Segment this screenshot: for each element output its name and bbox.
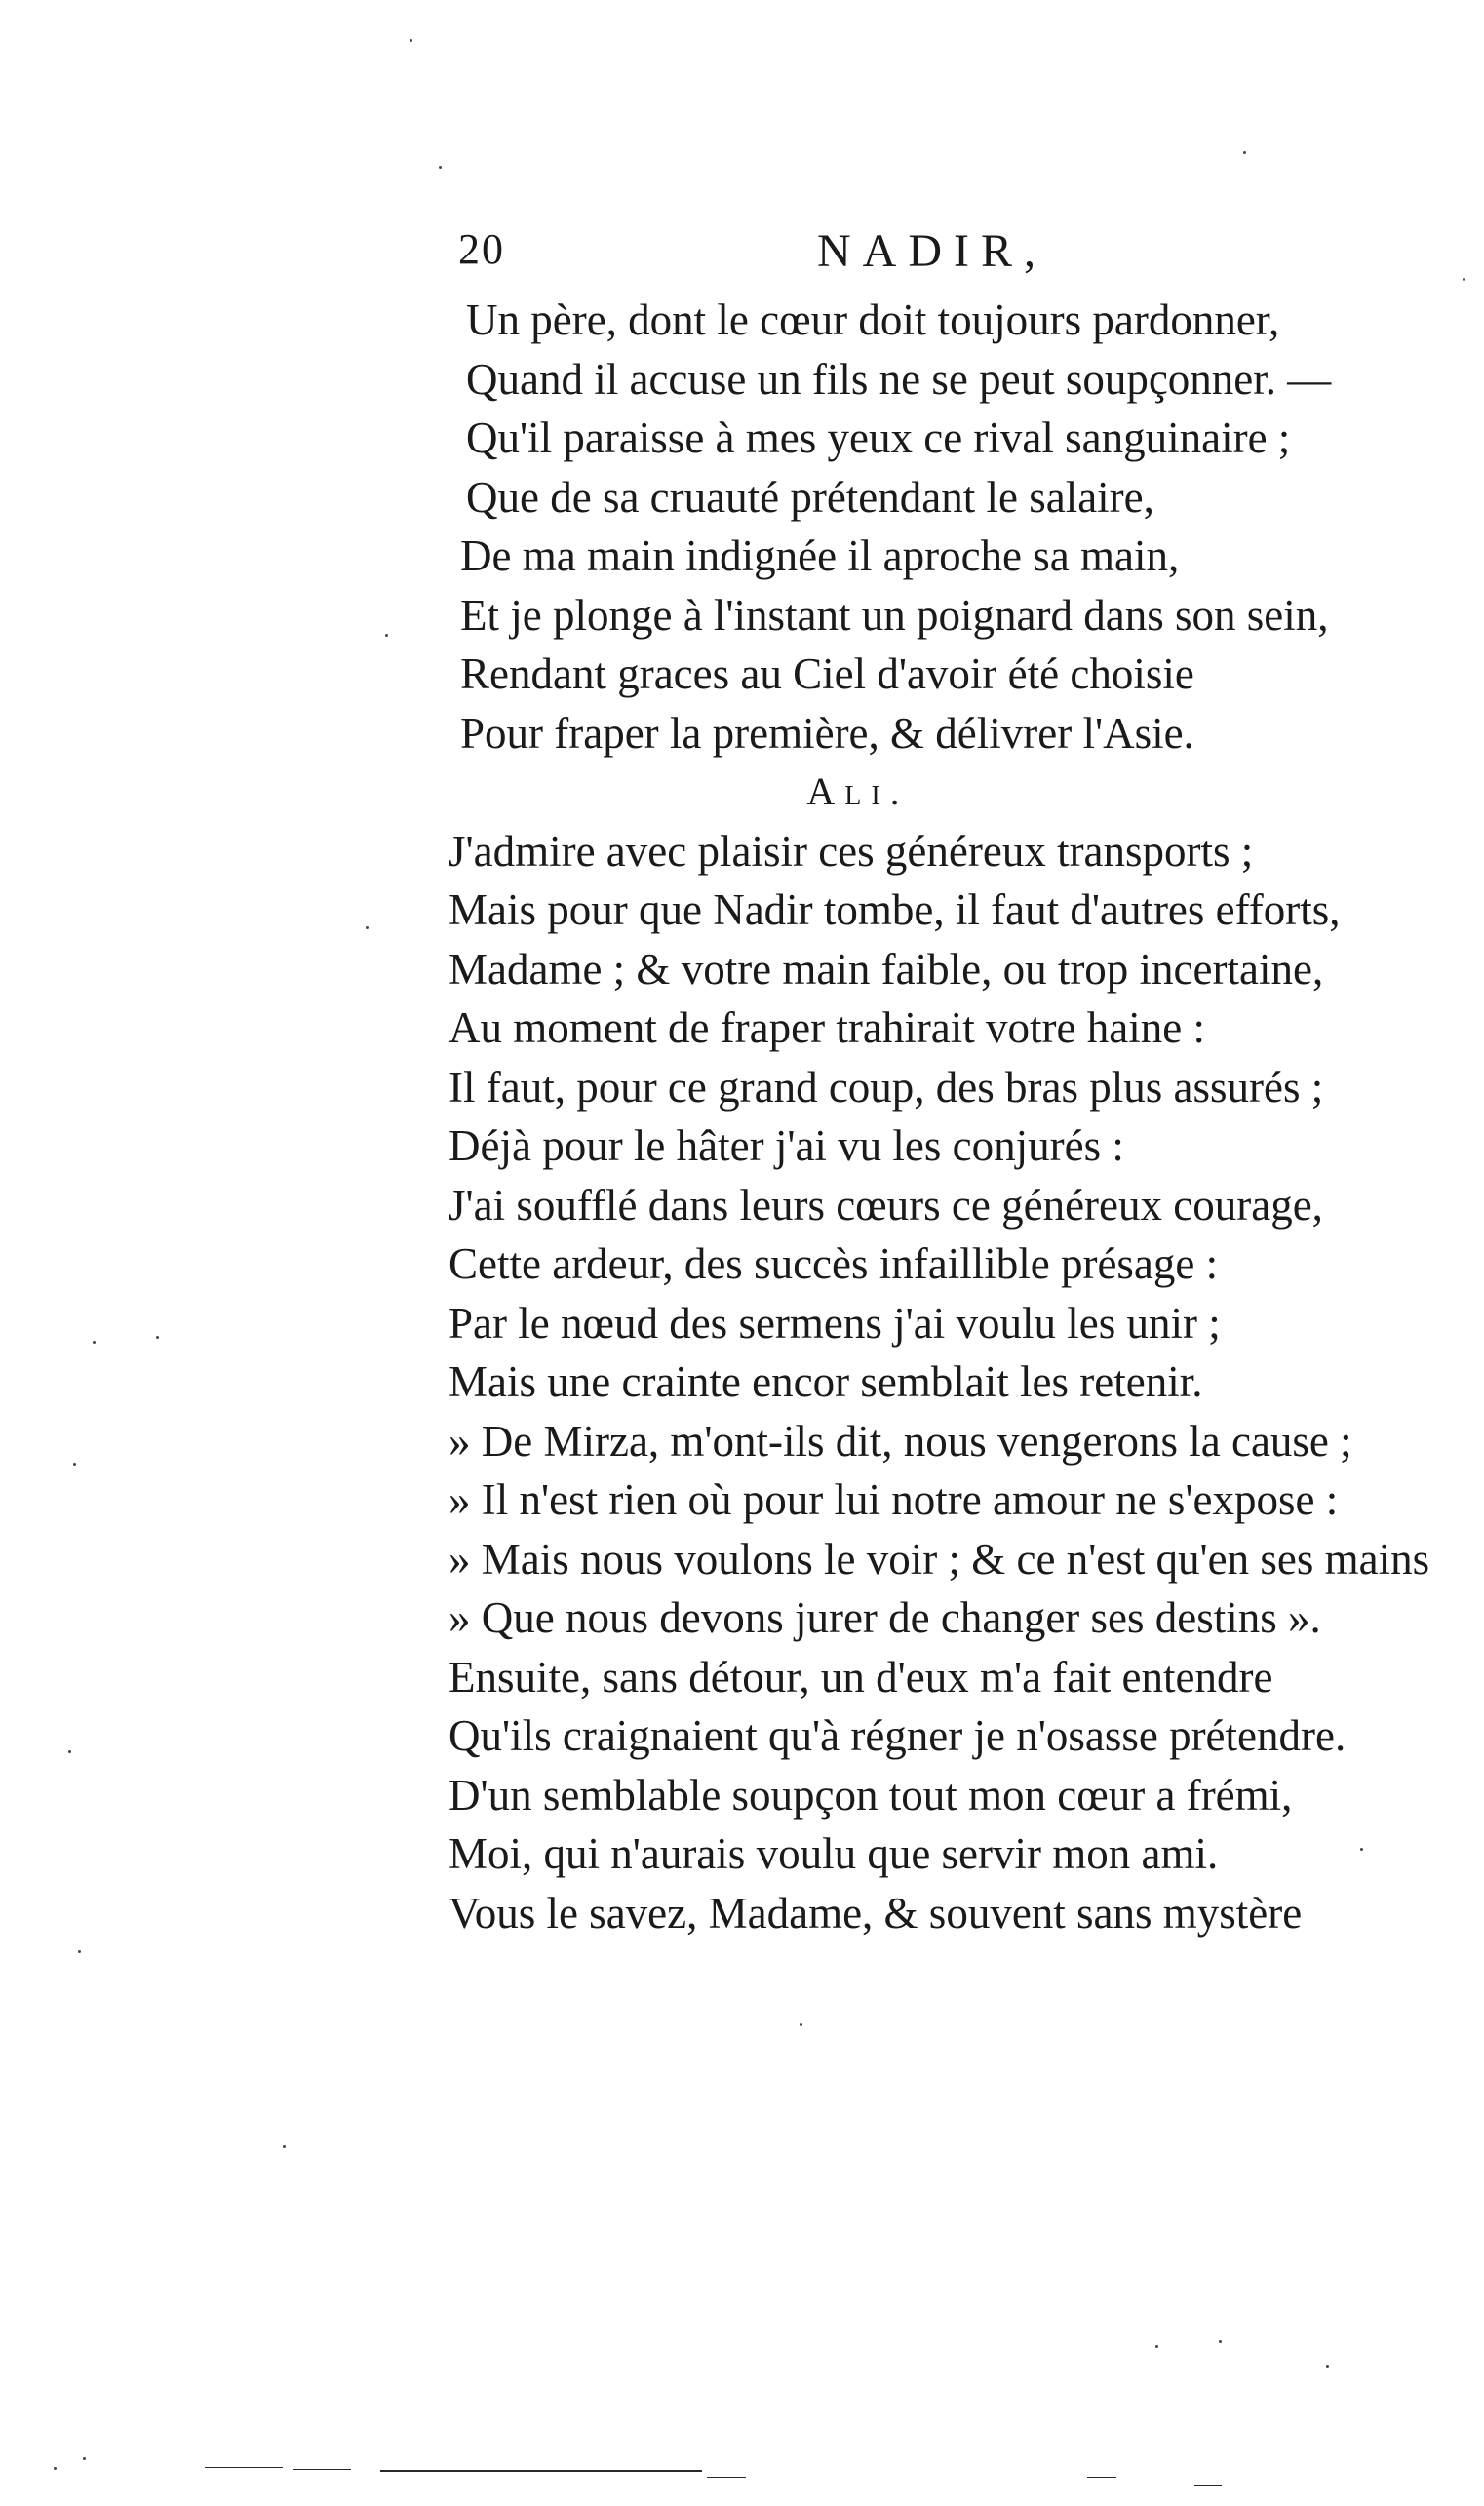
scan-speck <box>385 634 388 637</box>
scan-speck <box>1360 1848 1363 1851</box>
verse-line: Pour fraper la première, & délivrer l'Asie. <box>460 708 1194 758</box>
scan-speck <box>93 1341 96 1344</box>
verse-line: Qu'il paraisse à mes yeux ce rival sanguinaire ; <box>466 413 1291 462</box>
scan-artifact-rule <box>1087 2477 1116 2478</box>
scan-speck <box>73 1463 76 1466</box>
verse-line: Cette ardeur, des succès infaillible présage : <box>449 1239 1219 1288</box>
scan-artifact-rule <box>205 2467 283 2468</box>
scan-artifact-rule <box>707 2477 746 2478</box>
scan-speck <box>68 1750 71 1753</box>
verse-line: Rendant graces au Ciel d'avoir été choisie <box>460 649 1194 698</box>
page-header <box>458 224 1336 293</box>
verse-line: Au moment de fraper trahirait votre haine : <box>449 1003 1205 1052</box>
scan-speck <box>1243 151 1246 154</box>
quoted-verse-line: » Mais nous voulons le voir ; & ce n'est qu'en ses mains <box>449 1534 1430 1584</box>
verse-line: Il faut, pour ce grand coup, des bras plus assurés ; <box>449 1062 1324 1112</box>
verse-line: J'admire avec plaisir ces généreux transports ; <box>449 826 1254 876</box>
verse-line: De ma main indignée il aproche sa main, <box>460 531 1180 580</box>
verse-line: Qu'ils craignaient qu'à régner je n'osasse prétendre. <box>449 1711 1347 1760</box>
scan-speck <box>800 2023 802 2026</box>
scan-speck <box>366 926 369 929</box>
scan-speck <box>83 2457 86 2460</box>
quoted-verse-line: » Que nous devons jurer de changer ses destins ». <box>449 1593 1321 1642</box>
verse-line: Quand il accuse un fils ne se peut soupçonner. — <box>466 354 1332 404</box>
scan-speck <box>1155 2345 1158 2348</box>
speaker-name: Ali. <box>806 769 910 813</box>
verse-line: Un père, dont le cœur doit toujours pardonner, <box>466 295 1280 344</box>
verse-line: Par le nœud des sermens j'ai voulu les unir ; <box>449 1298 1221 1348</box>
verse-line: Mais pour que Nadir tombe, il faut d'autres efforts, <box>449 885 1341 934</box>
running-title: NADIR, <box>817 225 1047 277</box>
scan-speck <box>410 39 412 42</box>
quoted-verse-line: » Il n'est rien où pour lui notre amour ne s'expose : <box>449 1475 1339 1524</box>
scan-speck <box>54 2467 57 2470</box>
scan-speck <box>1219 2340 1222 2343</box>
verse-line: Moi, qui n'aurais voulu que servir mon ami. <box>449 1829 1219 1878</box>
verse-line: Déjà pour le hâter j'ai vu les conjurés : <box>449 1121 1124 1170</box>
scan-speck <box>1463 278 1465 281</box>
scan-speck <box>78 1950 81 1953</box>
verse-block <box>449 291 1430 1942</box>
scan-speck <box>1326 2365 1329 2368</box>
scan-speck <box>283 2145 286 2148</box>
scan-artifact-rule <box>293 2469 351 2470</box>
verse-line: Que de sa cruauté prétendant le salaire, <box>466 472 1154 522</box>
quoted-verse-line: » De Mirza, m'ont-ils dit, nous vengerons la cause ; <box>449 1416 1352 1466</box>
scan-speck <box>439 166 442 169</box>
scan-artifact-rule <box>380 2470 702 2472</box>
page-number: 20 <box>458 225 505 273</box>
verse-line: D'un semblable soupçon tout mon cœur a frémi, <box>449 1770 1293 1820</box>
verse-line: Ensuite, sans détour, un d'eux m'a fait entendre <box>449 1652 1273 1702</box>
scan-speck <box>156 1336 159 1339</box>
verse-line: Et je plonge à l'instant un poignard dans son sein, <box>460 590 1329 640</box>
verse-line: Mais une crainte encor semblait les retenir. <box>449 1357 1203 1406</box>
scan-artifact-rule <box>1194 2485 1222 2486</box>
verse-line: Vous le savez, Madame, & souvent sans mystère <box>449 1888 1303 1938</box>
verse-line: J'ai soufflé dans leurs cœurs ce généreux courage, <box>449 1180 1323 1230</box>
verse-line: Madame ; & votre main faible, ou trop incertaine, <box>449 944 1324 994</box>
